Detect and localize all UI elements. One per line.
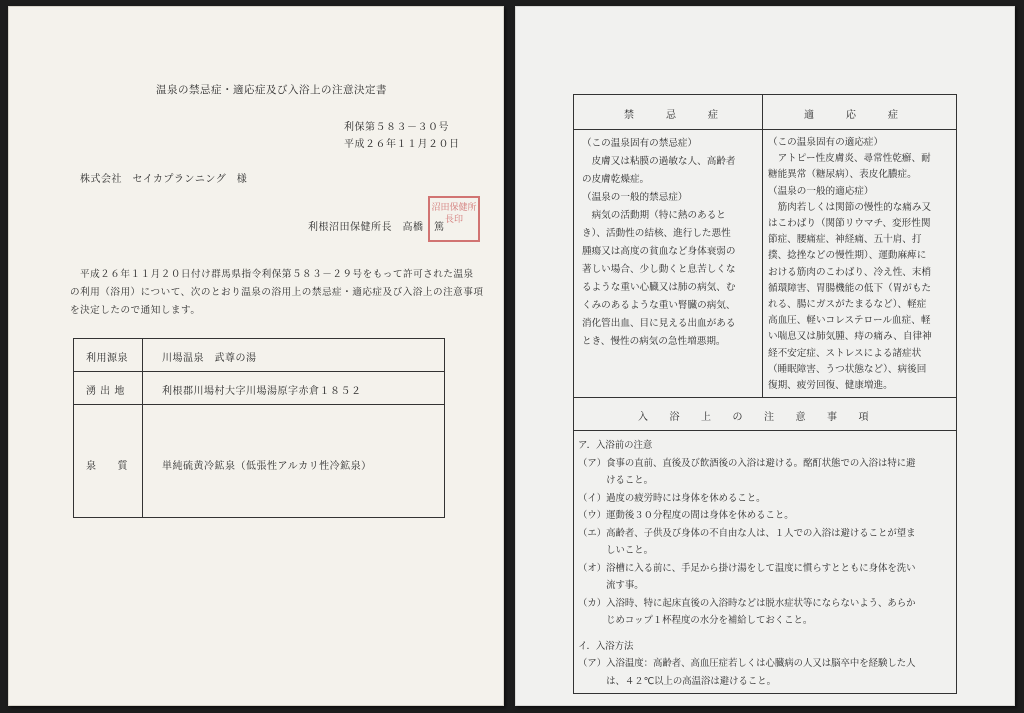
notes-line: （ア）食事の直前、直後及び飲酒後の入浴は避ける。酩酊状態での入浴は特に避: [578, 457, 916, 469]
indic-line: （睡眠障害、うつ状態など）、病後回: [768, 363, 927, 375]
table-label-source: 利用源泉: [86, 353, 128, 364]
document-number: 利保第５８３－３０号: [344, 122, 449, 133]
indic-line: 復期、疲労回復、健康増進。: [768, 380, 893, 392]
indic-line: 循環障害、胃腸機能の低下（胃がもた: [768, 282, 932, 294]
indic-line: アトピー性皮膚炎、尋常性乾癬、耐: [768, 153, 931, 165]
right-page: [515, 6, 1015, 706]
indic-line: 経不安定症、ストレスによる諸症状: [768, 347, 922, 359]
contra-line: とき、慢性の病気の急性増悪期。: [582, 336, 726, 347]
indic-line: 筋肉若しくは関節の慢性的な痛み又: [768, 201, 932, 213]
official-seal-stamp: 沼田保健所長印: [428, 196, 480, 242]
bathing-notes-text: [578, 437, 956, 690]
indic-line: （温泉の一般的適応症）: [768, 185, 874, 197]
table-value-quality: 単純硫黄冷鉱泉（低張性アルカリ性冷鉱泉）: [162, 461, 372, 472]
contraindications-header: 禁 忌 症: [624, 110, 719, 121]
indic-line: 節症、腰痛症、神経痛、五十肩、打: [768, 234, 922, 246]
contra-line: （この温泉固有の禁忌症）: [582, 138, 698, 149]
addressee: 株式会社 セイカプランニング 様: [80, 174, 248, 185]
contra-line: 著しい場合、少し動くと息苦しくな: [582, 264, 736, 275]
notes-line: は、４２℃以上の高温浴は避けること。: [578, 675, 777, 687]
contra-line: るような重い心臓又は肺の病気、む: [582, 282, 736, 293]
table-label-quality: 泉 質: [86, 461, 128, 472]
notes-line: （ア）入浴温度：高齢者、高血圧症若しくは心臓病の人又は脳卒中を経験した人: [578, 658, 916, 669]
indic-line: 糖能異常（糖尿病）、表皮化膿症。: [768, 169, 917, 181]
notes-line: （オ）浴槽に入る前に、手足から掛け湯をして温度に慣らすとともに身体を洗い: [578, 562, 916, 574]
indic-line: （この温泉固有の適応症）: [768, 137, 884, 148]
indications-table: [573, 94, 957, 694]
table-label-location: 湧 出 地: [86, 386, 125, 397]
table-value-location: 利根郡川場村大字川場湯原字赤倉１８５２: [162, 386, 362, 397]
indic-line: 撲、捻挫などの慢性期）、運動麻痺に: [768, 250, 927, 262]
indic-line: 高血圧、軽いコレステロール血症、軽: [768, 315, 931, 327]
document-title: 温泉の禁忌症・適応症及び入浴上の注意決定書: [156, 84, 387, 96]
document-date: 平成２６年１１月２０日: [344, 139, 460, 150]
notes-line: しいこと。: [578, 545, 654, 556]
notes-line: けること。: [578, 475, 654, 486]
table-value-source: 川場温泉 武尊の湯: [162, 353, 257, 364]
notes-line: （エ）高齢者、子供及び身体の不自由な人は、１人での入浴は避けることが望ま: [578, 527, 916, 539]
contra-line: （温泉の一般的禁忌症）: [582, 192, 688, 203]
contra-line: 腫瘍又は高度の貧血など身体衰弱の: [582, 246, 736, 257]
notes-line: （ウ）運動後３０分程度の間は身体を休めること。: [578, 510, 794, 521]
notes-line: じめコップ１杯程度の水分を補給しておくこと。: [578, 615, 813, 626]
indic-line: はこわばり（関節リウマチ、変形性関: [768, 218, 931, 230]
body-line-2: の利用（浴用）について、次のとおり温泉の浴用上の禁忌症・適応症及び入浴上の注意事項: [70, 287, 484, 298]
left-page: [8, 6, 504, 706]
indic-line: おける筋肉のこわばり、冷え性、末梢: [768, 266, 932, 278]
body-line-3: を決定したので通知します。: [70, 305, 201, 316]
bathing-notes-header: 入 浴 上 の 注 意 事 項: [638, 412, 869, 423]
body-line-1: 平成２６年１１月２０日付け群馬県指令利保第５８３－２９号をもって許可された温泉: [80, 269, 474, 280]
notes-section-title: ア．入浴前の注意: [578, 440, 653, 451]
indications-text: [768, 135, 956, 394]
notes-line: （カ）入浴時、特に起床直後の入浴時などは脱水症状等にならないよう、あらか: [578, 597, 916, 609]
contraindications-text: [582, 135, 760, 351]
contra-line: 消化管出血、目に見える出血がある: [582, 318, 736, 329]
notes-line: （イ）過度の疲労時には身体を休めること。: [578, 492, 766, 504]
notes-line: 流す事。: [578, 580, 644, 591]
indications-header: 適 応 症: [804, 110, 899, 121]
indic-line: れる、腸にガスがたまるなど）、軽症: [768, 299, 927, 311]
contra-line: の皮膚乾燥症。: [582, 174, 650, 185]
contra-line: 皮膚又は粘膜の過敏な人、高齢者: [582, 156, 736, 167]
sender: 利根沼田保健所長 高橋 篤: [308, 222, 445, 233]
contra-line: き）、活動性の結核、進行した悪性: [582, 228, 731, 239]
notes-section-title: イ．入浴方法: [578, 640, 634, 652]
spring-info-table: [73, 338, 445, 518]
indic-line: い喘息又は肺気腫、痔の痛み、自律神: [768, 331, 932, 343]
contra-line: くみのあるような重い腎臓の病気、: [582, 300, 736, 311]
contra-line: 病気の活動期（特に熱のあると: [582, 210, 726, 221]
